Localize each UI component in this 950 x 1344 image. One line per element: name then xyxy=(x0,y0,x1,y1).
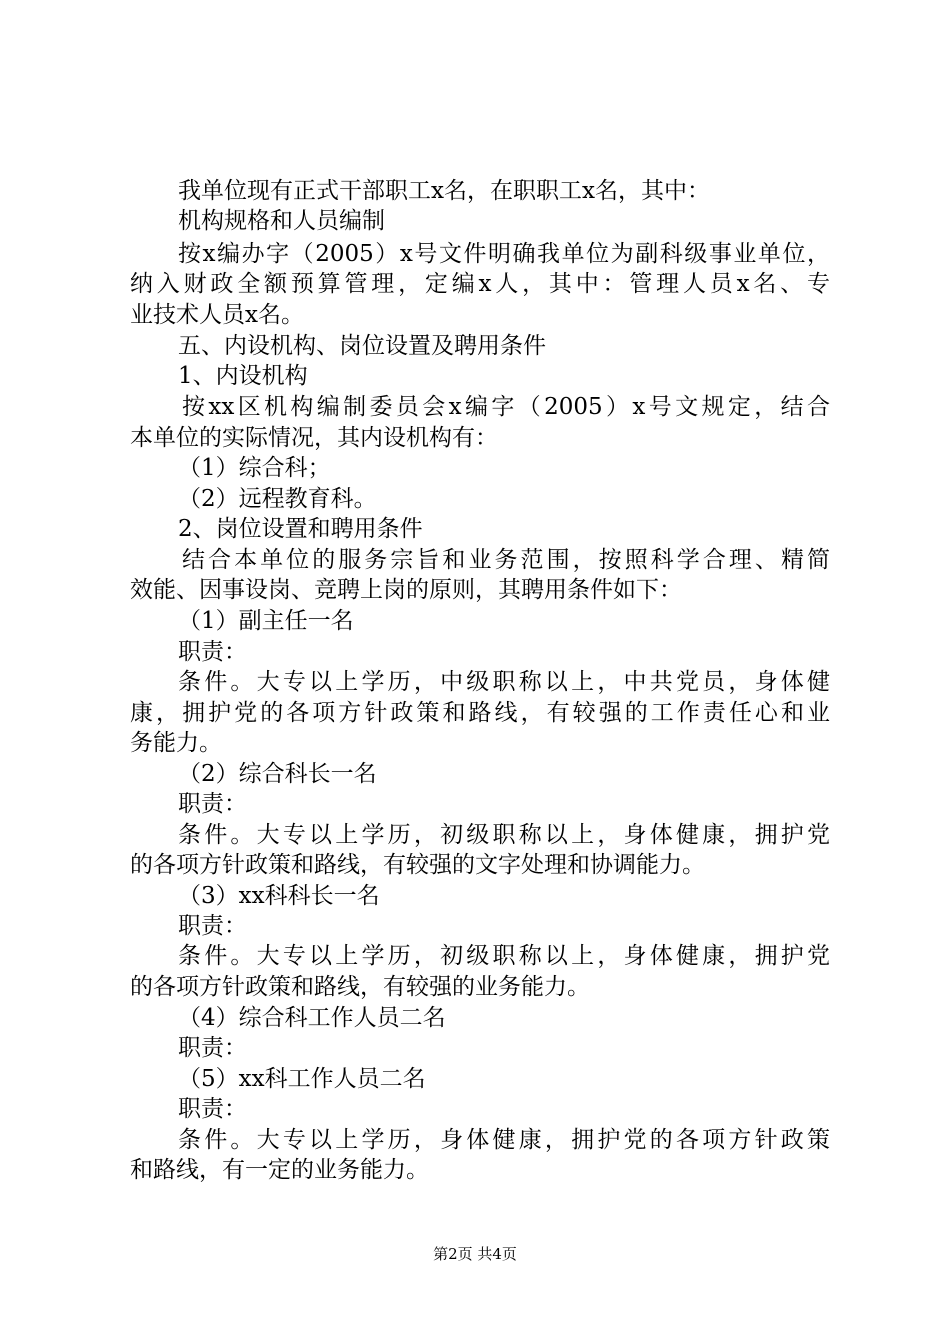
text-line: 纳入财政全额预算管理，定编x人，其中：管理人员x名、专 xyxy=(130,271,830,297)
text-line: 条件。大专以上学历，初级职称以上，身体健康，拥护党 xyxy=(178,943,830,969)
list-item: （1）综合科； xyxy=(178,455,331,481)
position-heading: （2）综合科长一名 xyxy=(178,761,377,787)
position-heading: （3）xx科科长一名 xyxy=(178,883,380,909)
page-footer: 第2页 共4页 xyxy=(433,1245,517,1263)
duty-label: 职责： xyxy=(178,1096,247,1122)
text-line: 结合本单位的服务宗旨和业务范围，按照科学合理、精简 xyxy=(182,547,830,573)
text-line: 条件。大专以上学历，中级职称以上，中共党员，身体健 xyxy=(178,669,830,695)
text-line: 业技术人员x名。 xyxy=(130,302,304,328)
duty-label: 职责： xyxy=(178,1035,247,1061)
text-line: 和路线，有一定的业务能力。 xyxy=(130,1157,429,1183)
section-heading: 五、内设机构、岗位设置及聘用条件 xyxy=(178,333,546,359)
text-line: 务能力。 xyxy=(130,730,222,756)
duty-label: 职责： xyxy=(178,639,247,665)
position-heading: （5）xx科工作人员二名 xyxy=(178,1066,426,1092)
text-line: 条件。大专以上学历，身体健康，拥护党的各项方针政策 xyxy=(178,1127,830,1153)
section-heading: 1、内设机构 xyxy=(178,363,308,389)
list-item: （2）远程教育科。 xyxy=(178,486,377,512)
text-line: 康，拥护党的各项方针政策和路线，有较强的工作责任心和业 xyxy=(130,700,830,726)
duty-label: 职责： xyxy=(178,791,247,817)
position-heading: （4）综合科工作人员二名 xyxy=(178,1005,446,1031)
text-line: 按xx区机构编制委员会x编字（2005）x号文规定，结合 xyxy=(182,394,830,420)
text-line: 的各项方针政策和路线，有较强的文字处理和协调能力。 xyxy=(130,852,705,878)
text-line: 条件。大专以上学历，初级职称以上，身体健康，拥护党 xyxy=(178,822,830,848)
text-line: 按x编办字（2005）x号文件明确我单位为副科级事业单位， xyxy=(178,241,830,267)
section-heading: 机构规格和人员编制 xyxy=(178,208,385,234)
text-line: 效能、因事设岗、竞聘上岗的原则，其聘用条件如下： xyxy=(130,577,682,603)
duty-label: 职责： xyxy=(178,913,247,939)
section-heading: 2、岗位设置和聘用条件 xyxy=(178,516,423,542)
text-line: 本单位的实际情况，其内设机构有： xyxy=(130,425,498,451)
text-line: 的各项方针政策和路线，有较强的业务能力。 xyxy=(130,974,590,1000)
text-line: 我单位现有正式干部职工x名，在职职工x名，其中： xyxy=(178,178,710,204)
position-heading: （1）副主任一名 xyxy=(178,608,354,634)
